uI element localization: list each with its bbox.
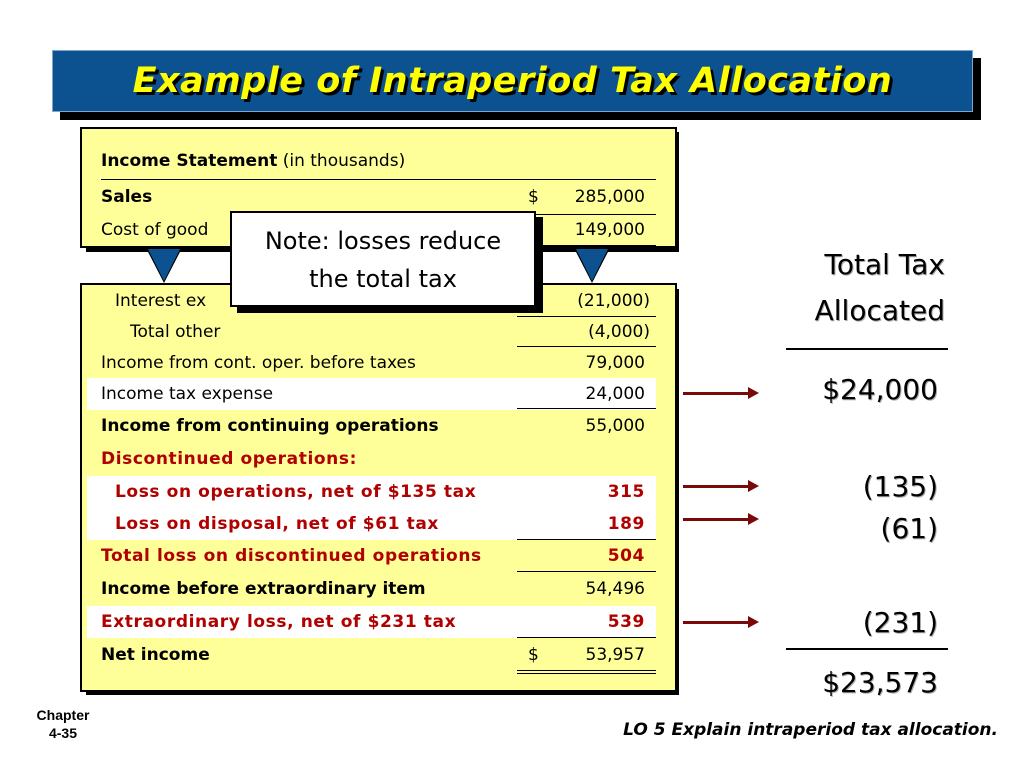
- row-amount: (4,000): [588, 322, 650, 342]
- chapter-text: Chapter: [36, 707, 90, 723]
- slide-title: Example of Intraperiod Tax Allocation: [132, 61, 893, 101]
- row-label: Income from cont. oper. before taxes: [101, 353, 416, 373]
- statement-header-rest: (in thousands): [277, 151, 406, 171]
- header-rule: [101, 179, 656, 180]
- chapter-label: [28, 706, 98, 742]
- row-label: Extraordinary loss, net of $231 tax: [101, 612, 457, 632]
- tax-expense-rule: [517, 408, 656, 409]
- table-row-discontinued-header: [87, 443, 656, 475]
- arrow-tax-expense: [683, 392, 749, 395]
- total-discontinued-rule: [517, 571, 656, 572]
- row-amount: 53,957: [585, 645, 645, 665]
- table-row-extraordinary-loss: [87, 606, 656, 638]
- note-line-1: Note: losses reduce: [264, 227, 502, 255]
- tax-value-extraordinary: (231): [862, 606, 938, 639]
- statement-header-row: [87, 145, 656, 177]
- tax-value-disposal: (61): [880, 512, 938, 545]
- row-amount: 24,000: [585, 384, 645, 404]
- row-amount: 315: [607, 482, 645, 502]
- row-amount: 55,000: [585, 416, 645, 436]
- pointer-triangle-right: [576, 249, 608, 281]
- table-row-income-before-taxes: [87, 347, 656, 379]
- table-row-income-continuing: [87, 410, 656, 442]
- row-label: Discontinued operations:: [101, 449, 357, 469]
- row-amount: 54,496: [585, 579, 645, 599]
- table-row-net-income: [87, 639, 656, 671]
- dollar-sign: $: [528, 645, 539, 665]
- row-label: Total loss on discontinued operations: [101, 546, 482, 566]
- table-row-sales: [87, 181, 656, 213]
- table-row-loss-on-disposal: [87, 508, 656, 540]
- row-amount: (21,000): [577, 291, 650, 311]
- arrow-extraordinary-loss: [683, 621, 749, 624]
- row-label: Cost of good: [101, 220, 209, 240]
- note-callout: [230, 211, 536, 307]
- row-amount: 189: [607, 514, 645, 534]
- row-label: Total other: [130, 322, 221, 342]
- row-label: Net income: [101, 645, 210, 665]
- row-label: Sales: [101, 187, 153, 207]
- extraordinary-rule: [517, 637, 656, 638]
- arrow-loss-disposal: [683, 518, 749, 521]
- row-label: Income from continuing operations: [101, 416, 439, 436]
- row-amount: 79,000: [585, 353, 645, 373]
- table-row-total-other: [87, 316, 656, 348]
- row-label: Interest ex: [115, 291, 207, 311]
- tax-heading-line-2: Allocated: [814, 294, 945, 327]
- row-label: Loss on disposal, net of $61 tax: [115, 514, 439, 534]
- net-income-rule-1: [517, 670, 656, 671]
- table-row-income-tax-expense: [87, 378, 656, 410]
- net-income-rule-2: [517, 673, 656, 674]
- tax-total: $23,573: [822, 666, 938, 699]
- table-row-loss-on-operations: [87, 476, 656, 508]
- dollar-sign: $: [528, 187, 539, 207]
- row-amount: 149,000: [574, 220, 645, 240]
- title-bar: [52, 50, 973, 112]
- note-line-2: the total tax: [309, 265, 457, 293]
- tax-value-operations: (135): [862, 470, 938, 503]
- row-amount: 285,000: [574, 187, 645, 207]
- tax-total-rule: [786, 648, 948, 650]
- tax-value-expense: $24,000: [822, 373, 938, 406]
- chapter-page: 4-35: [48, 725, 78, 741]
- row-label: Loss on operations, net of $135 tax: [115, 482, 477, 502]
- table-row-total-discontinued: [87, 540, 656, 572]
- row-label: Income tax expense: [101, 384, 274, 404]
- statement-header-bold: Income Statement: [101, 151, 278, 171]
- arrow-loss-operations: [683, 485, 749, 488]
- pointer-triangle-left: [148, 249, 180, 281]
- learning-objective: LO 5 Explain intraperiod tax allocation.: [623, 720, 998, 740]
- tax-heading-line-1: Total Tax: [824, 248, 945, 281]
- table-row-income-before-extraordinary: [87, 573, 656, 605]
- row-amount: 504: [607, 546, 645, 566]
- tax-heading-rule: [786, 348, 948, 350]
- row-label: Income before extraordinary item: [101, 579, 426, 599]
- row-amount: 539: [607, 612, 645, 632]
